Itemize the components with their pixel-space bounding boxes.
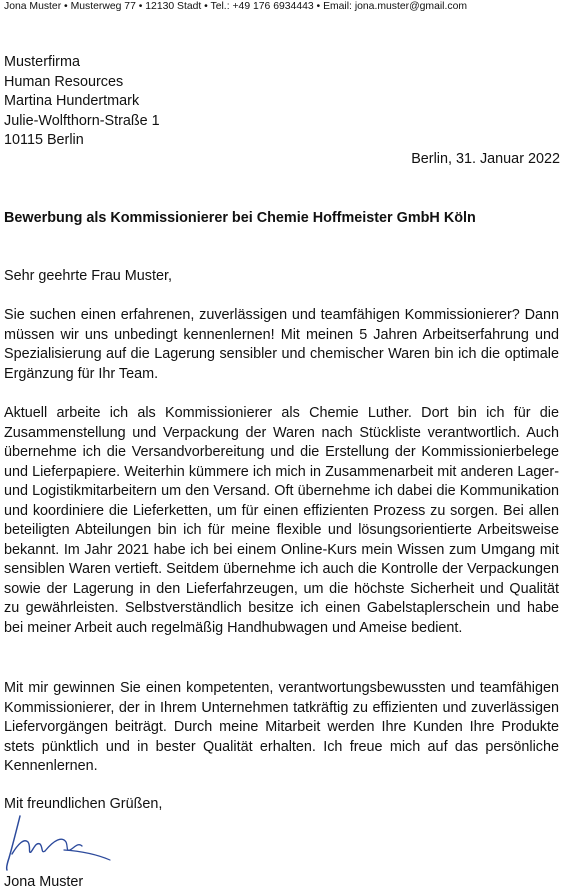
paragraph-intro: Sie suchen einen erfahrenen, zuverlässigen und teamfähigen Kommissionierer? Dann müssen wir uns unbedingt kennenlernen! Mit meinen 5 Jahren Arbeitserfahrung und Spezialisierung auf die Lagerung sensibler und chemischer Waren bin ich die optimale Ergänzung für Ihr Team. — [4, 307, 559, 382]
handwritten-signature — [4, 814, 114, 872]
signer-name: Jona Muster — [4, 874, 84, 890]
recipient-city: 10115 Berlin — [4, 132, 84, 148]
closing-formula: Mit freundlichen Grüßen, — [4, 796, 163, 812]
recipient-name: Martina Hundertmark — [4, 93, 140, 109]
recipient-company: Musterfirma — [4, 54, 80, 70]
paragraph-experience: Aktuell arbeite ich als Kommissionierer als Chemie Luther. Dort bin ich für die Zusammenstellung und Verpackung der Waren nach Stückliste verantwortlich. Auch übernehme ich die Versandvorbereitung und die Erstellung der Kommissionierbelege und Lieferpapiere. Weiterhin kümmere ich mich in Zusammenarbeit mit anderen Lager- und Logistikmitarbeitern um den Versand. Oft übernehme ich dabei die Kommunikation und koordiniere die Lieferketten, um für einen effizienten Prozess zu sorgen. Bei allen beteiligten Abteilungen bin ich für meine flexible und lösungsorientierte Arbeitsweise bekannt. Im Jahr 2021 habe ich bei einem Online-Kurs mein Wissen zum Umgang mit sensiblen Waren vertieft. Seitdem übernehme ich auch die Kontrolle der Verpackungen sowie der Lagerung in den Lieferfahrzeugen, um die höchste Sicherheit und Qualität zu gewährleisten. Selbstverständlich besitze ich einen Gabelstaplerschein und habe bei meiner Arbeit auch regelmäßig Handhubwagen und Ameise bedient. — [4, 405, 559, 637]
recipient-street: Julie-Wolfthorn-Straße 1 — [4, 112, 160, 129]
recipient-address — [4, 53, 160, 151]
recipient-department: Human Resources — [4, 73, 124, 90]
letter-date: Berlin, 31. Januar 2022 — [411, 151, 560, 167]
salutation: Sehr geehrte Frau Muster, — [4, 268, 172, 284]
sender-contact-line: Jona Muster • Musterweg 77 • 12130 Stadt • Tel.: +49 176 6934443 • Email: jona.muster@gmail.com — [4, 1, 468, 12]
letter-subject: Bewerbung als Kommissionierer bei Chemie Hoffmeister GmbH Köln — [4, 210, 476, 226]
paragraph-conclusion: Mit mir gewinnen Sie einen kompetenten, verantwortungsbewussten und teamfähigen Kommissionierer, der in Ihrem Unternehmen tatkräftig zu effizienten und zuverlässigen Liefervorgängen beiträgt. Durch meine Mitarbeit werden Ihre Kunden Ihre Produkte stets pünktlich und in bester Qualität erhalten. Ich freue mich auf das persönliche Kennenlernen. — [4, 680, 559, 775]
